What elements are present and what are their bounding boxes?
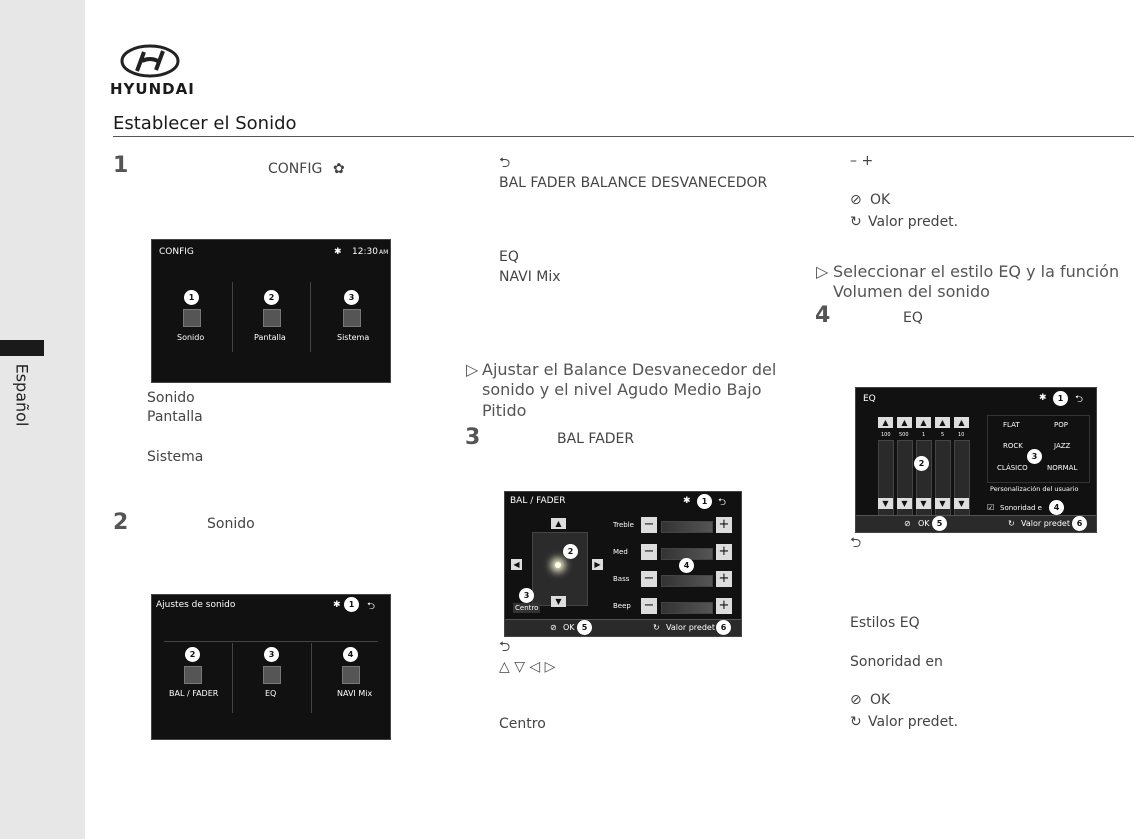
plus-button[interactable]: + [716, 544, 732, 560]
sonoridad-label: Sonoridad e [1000, 504, 1042, 512]
sound-icon[interactable] [183, 309, 201, 327]
sidebar-tab-marker [0, 340, 44, 356]
sound-settings-screen [151, 594, 391, 740]
divider [311, 643, 312, 713]
callout-badge: 5 [932, 516, 947, 531]
callout-badge: 3 [344, 290, 359, 305]
callout-badge: 1 [344, 597, 359, 612]
treble-slider[interactable] [661, 521, 713, 533]
definition-term: Estilos EQ [850, 615, 920, 631]
right-arrow-button[interactable]: ▶ [592, 559, 603, 570]
clock-suffix: AM [379, 249, 389, 256]
custom-eq-button[interactable]: Personalización del usuario [990, 485, 1079, 493]
menu-label[interactable]: Sonido [177, 333, 205, 342]
definition-term: Centro [499, 716, 546, 732]
slider-label: Med [613, 548, 628, 556]
reset-icon: ↻ [850, 714, 862, 730]
back-icon: ⮌ [499, 639, 511, 655]
callout-badge: 5 [577, 620, 592, 635]
slider-label: Treble [613, 521, 634, 529]
callout-badge: 2 [914, 456, 929, 471]
checkbox-icon[interactable]: ☑ [987, 503, 995, 512]
step-number: 4 [815, 303, 831, 328]
eq-style-option[interactable]: NORMAL [1047, 464, 1078, 472]
sidebar [0, 0, 85, 839]
up-arrow-button[interactable]: ▲ [551, 518, 566, 529]
back-icon[interactable]: ⮌ [1075, 394, 1084, 405]
callout-badge: 1 [184, 290, 199, 305]
bluetooth-icon: ✱ [333, 600, 341, 610]
section-heading: Seleccionar el estilo EQ y la función [833, 262, 1120, 281]
callout-badge: 4 [343, 647, 358, 662]
check-icon: ⊘ [550, 623, 557, 632]
down-arrow-button[interactable]: ▼ [878, 498, 893, 509]
ok-label: OK [870, 692, 891, 708]
clock-time: 12:30 [352, 247, 378, 257]
minus-button[interactable]: − [641, 517, 657, 533]
text-line: BAL FADER BALANCE DESVANECEDOR [499, 175, 768, 191]
bass-slider[interactable] [661, 575, 713, 587]
step-text: CONFIG [268, 161, 323, 177]
logo-text: HYUNDAI [110, 80, 195, 98]
bottom-bar [505, 619, 741, 636]
section-heading: Pitido [482, 401, 527, 420]
divider [232, 643, 233, 713]
ok-button[interactable]: OK [563, 623, 575, 632]
system-icon[interactable] [343, 309, 361, 327]
section-heading: Volumen del sonido [833, 282, 990, 301]
callout-badge: 3 [1027, 449, 1042, 464]
band-label: 5 [941, 432, 945, 438]
definition-term: Sistema [147, 449, 204, 465]
check-icon: ⊘ [904, 519, 911, 528]
callout-badge: 6 [716, 620, 731, 635]
eq-style-option[interactable]: CLÁSICO [997, 464, 1028, 472]
ok-label: OK [870, 192, 891, 208]
screen-title: BAL / FADER [510, 496, 566, 506]
arrow-icons: △ ▽ ◁ ▷ [499, 659, 556, 675]
check-icon: ⊘ [850, 192, 862, 208]
title-rule [113, 136, 1134, 137]
callout-badge: 6 [1072, 516, 1087, 531]
menu-label[interactable]: NAVI Mix [337, 689, 373, 698]
menu-label[interactable]: Pantalla [254, 333, 286, 342]
up-arrow-button[interactable]: ▲ [878, 417, 893, 428]
callout-badge: 3 [264, 647, 279, 662]
down-arrow-button[interactable]: ▼ [551, 596, 566, 607]
back-icon[interactable]: ⮌ [367, 601, 376, 612]
back-icon[interactable]: ⮌ [718, 497, 727, 508]
minus-button[interactable]: − [641, 571, 657, 587]
section-heading: sonido y el nivel Agudo Medio Bajo [482, 380, 762, 399]
down-arrow-button[interactable]: ▼ [916, 498, 931, 509]
minus-plus-icons: – + [850, 153, 874, 169]
slider-label: Beep [613, 602, 631, 610]
default-label: Valor predet. [868, 714, 959, 730]
left-arrow-button[interactable]: ◀ [511, 559, 522, 570]
plus-button[interactable]: + [716, 571, 732, 587]
menu-label[interactable]: EQ [265, 689, 277, 698]
eq-style-option[interactable]: FLAT [1003, 421, 1020, 429]
band-label: 100 [881, 432, 891, 438]
down-arrow-button[interactable]: ▼ [897, 498, 912, 509]
callout-badge: 1 [697, 494, 712, 509]
page-title: Establecer el Sonido [113, 113, 297, 134]
text-line: NAVI Mix [499, 269, 561, 285]
eq-style-option[interactable]: ROCK [1003, 442, 1023, 450]
definition-term: Sonido [147, 390, 195, 406]
up-arrow-button[interactable]: ▲ [954, 417, 969, 428]
eq-style-option[interactable]: POP [1054, 421, 1068, 429]
eq-screen [855, 387, 1097, 533]
bottom-bar [856, 515, 1096, 532]
reset-icon: ↻ [850, 214, 862, 230]
step-text: EQ [903, 310, 923, 326]
default-button[interactable]: Valor predet [1021, 519, 1070, 528]
step-number: 1 [113, 153, 129, 178]
ok-button[interactable]: OK [918, 519, 930, 528]
band-label: 1 [922, 432, 926, 438]
sidebar-language-label: Español [12, 363, 32, 427]
back-icon: ⮌ [499, 155, 511, 171]
step-number: 3 [465, 425, 481, 450]
eq-style-option[interactable]: JAZZ [1054, 442, 1071, 450]
eq-icon[interactable] [263, 666, 281, 684]
bluetooth-icon: ✱ [334, 247, 342, 257]
menu-label[interactable]: BAL / FADER [169, 689, 219, 698]
eq-band-slider[interactable] [954, 440, 970, 526]
divider [164, 641, 378, 642]
plus-button[interactable]: + [716, 598, 732, 614]
centro-button[interactable]: Centro [515, 604, 539, 612]
definition-term: Sonoridad en [850, 654, 943, 670]
plus-button[interactable]: + [716, 517, 732, 533]
eq-band-slider[interactable] [935, 440, 951, 526]
callout-badge: 1 [1053, 391, 1068, 406]
bluetooth-icon: ✱ [683, 496, 691, 506]
balance-point[interactable] [555, 562, 561, 568]
screen-title: Ajustes de sonido [156, 600, 236, 610]
reset-icon: ↻ [653, 623, 660, 632]
up-arrow-button[interactable]: ▲ [897, 417, 912, 428]
text-line: EQ [499, 249, 519, 265]
check-icon: ⊘ [850, 692, 862, 708]
callout-badge: 2 [563, 544, 578, 559]
band-label: 500 [899, 432, 909, 438]
back-icon: ⮌ [850, 535, 862, 551]
step-text: BAL FADER [557, 431, 635, 447]
callout-badge: 4 [1049, 500, 1064, 515]
eq-band-slider[interactable] [916, 440, 932, 526]
callout-badge: 2 [264, 290, 279, 305]
minus-button[interactable]: − [641, 598, 657, 614]
balance-grid[interactable] [532, 532, 588, 606]
display-icon[interactable] [263, 309, 281, 327]
triangle-bullet-icon: ▷ [816, 262, 829, 281]
divider [310, 282, 311, 352]
slider-label: Bass [613, 575, 630, 583]
eq-band-slider[interactable] [878, 440, 894, 526]
screen-title: CONFIG [159, 247, 194, 257]
navi-mix-icon[interactable] [342, 666, 360, 684]
beep-slider[interactable] [661, 602, 713, 614]
screen-title: EQ [863, 394, 876, 404]
down-arrow-button[interactable]: ▼ [935, 498, 950, 509]
reset-icon: ↻ [1008, 519, 1015, 528]
step-text: Sonido [207, 516, 255, 532]
default-label: Valor predet. [868, 214, 959, 230]
config-screen [151, 239, 391, 383]
triangle-bullet-icon: ▷ [466, 360, 479, 379]
minus-button[interactable]: − [641, 544, 657, 560]
up-arrow-button[interactable]: ▲ [916, 417, 931, 428]
bal-fader-screen [504, 491, 742, 637]
callout-badge: 2 [185, 647, 200, 662]
default-button[interactable]: Valor predet [666, 623, 715, 632]
gear-icon: ✿ [333, 161, 345, 177]
up-arrow-button[interactable]: ▲ [935, 417, 950, 428]
step-number: 2 [113, 510, 129, 535]
balance-fader-icon[interactable] [184, 666, 202, 684]
section-heading: Ajustar el Balance Desvanecedor del [482, 360, 777, 379]
down-arrow-button[interactable]: ▼ [954, 498, 969, 509]
menu-label[interactable]: Sistema [337, 333, 370, 342]
eq-band-slider[interactable] [897, 440, 913, 526]
hyundai-logo [110, 44, 195, 98]
band-label: 10 [958, 432, 965, 438]
callout-badge: 3 [519, 588, 534, 603]
divider [232, 282, 233, 352]
bluetooth-icon: ✱ [1039, 393, 1047, 403]
callout-badge: 4 [679, 558, 694, 573]
definition-term: Pantalla [147, 409, 203, 425]
